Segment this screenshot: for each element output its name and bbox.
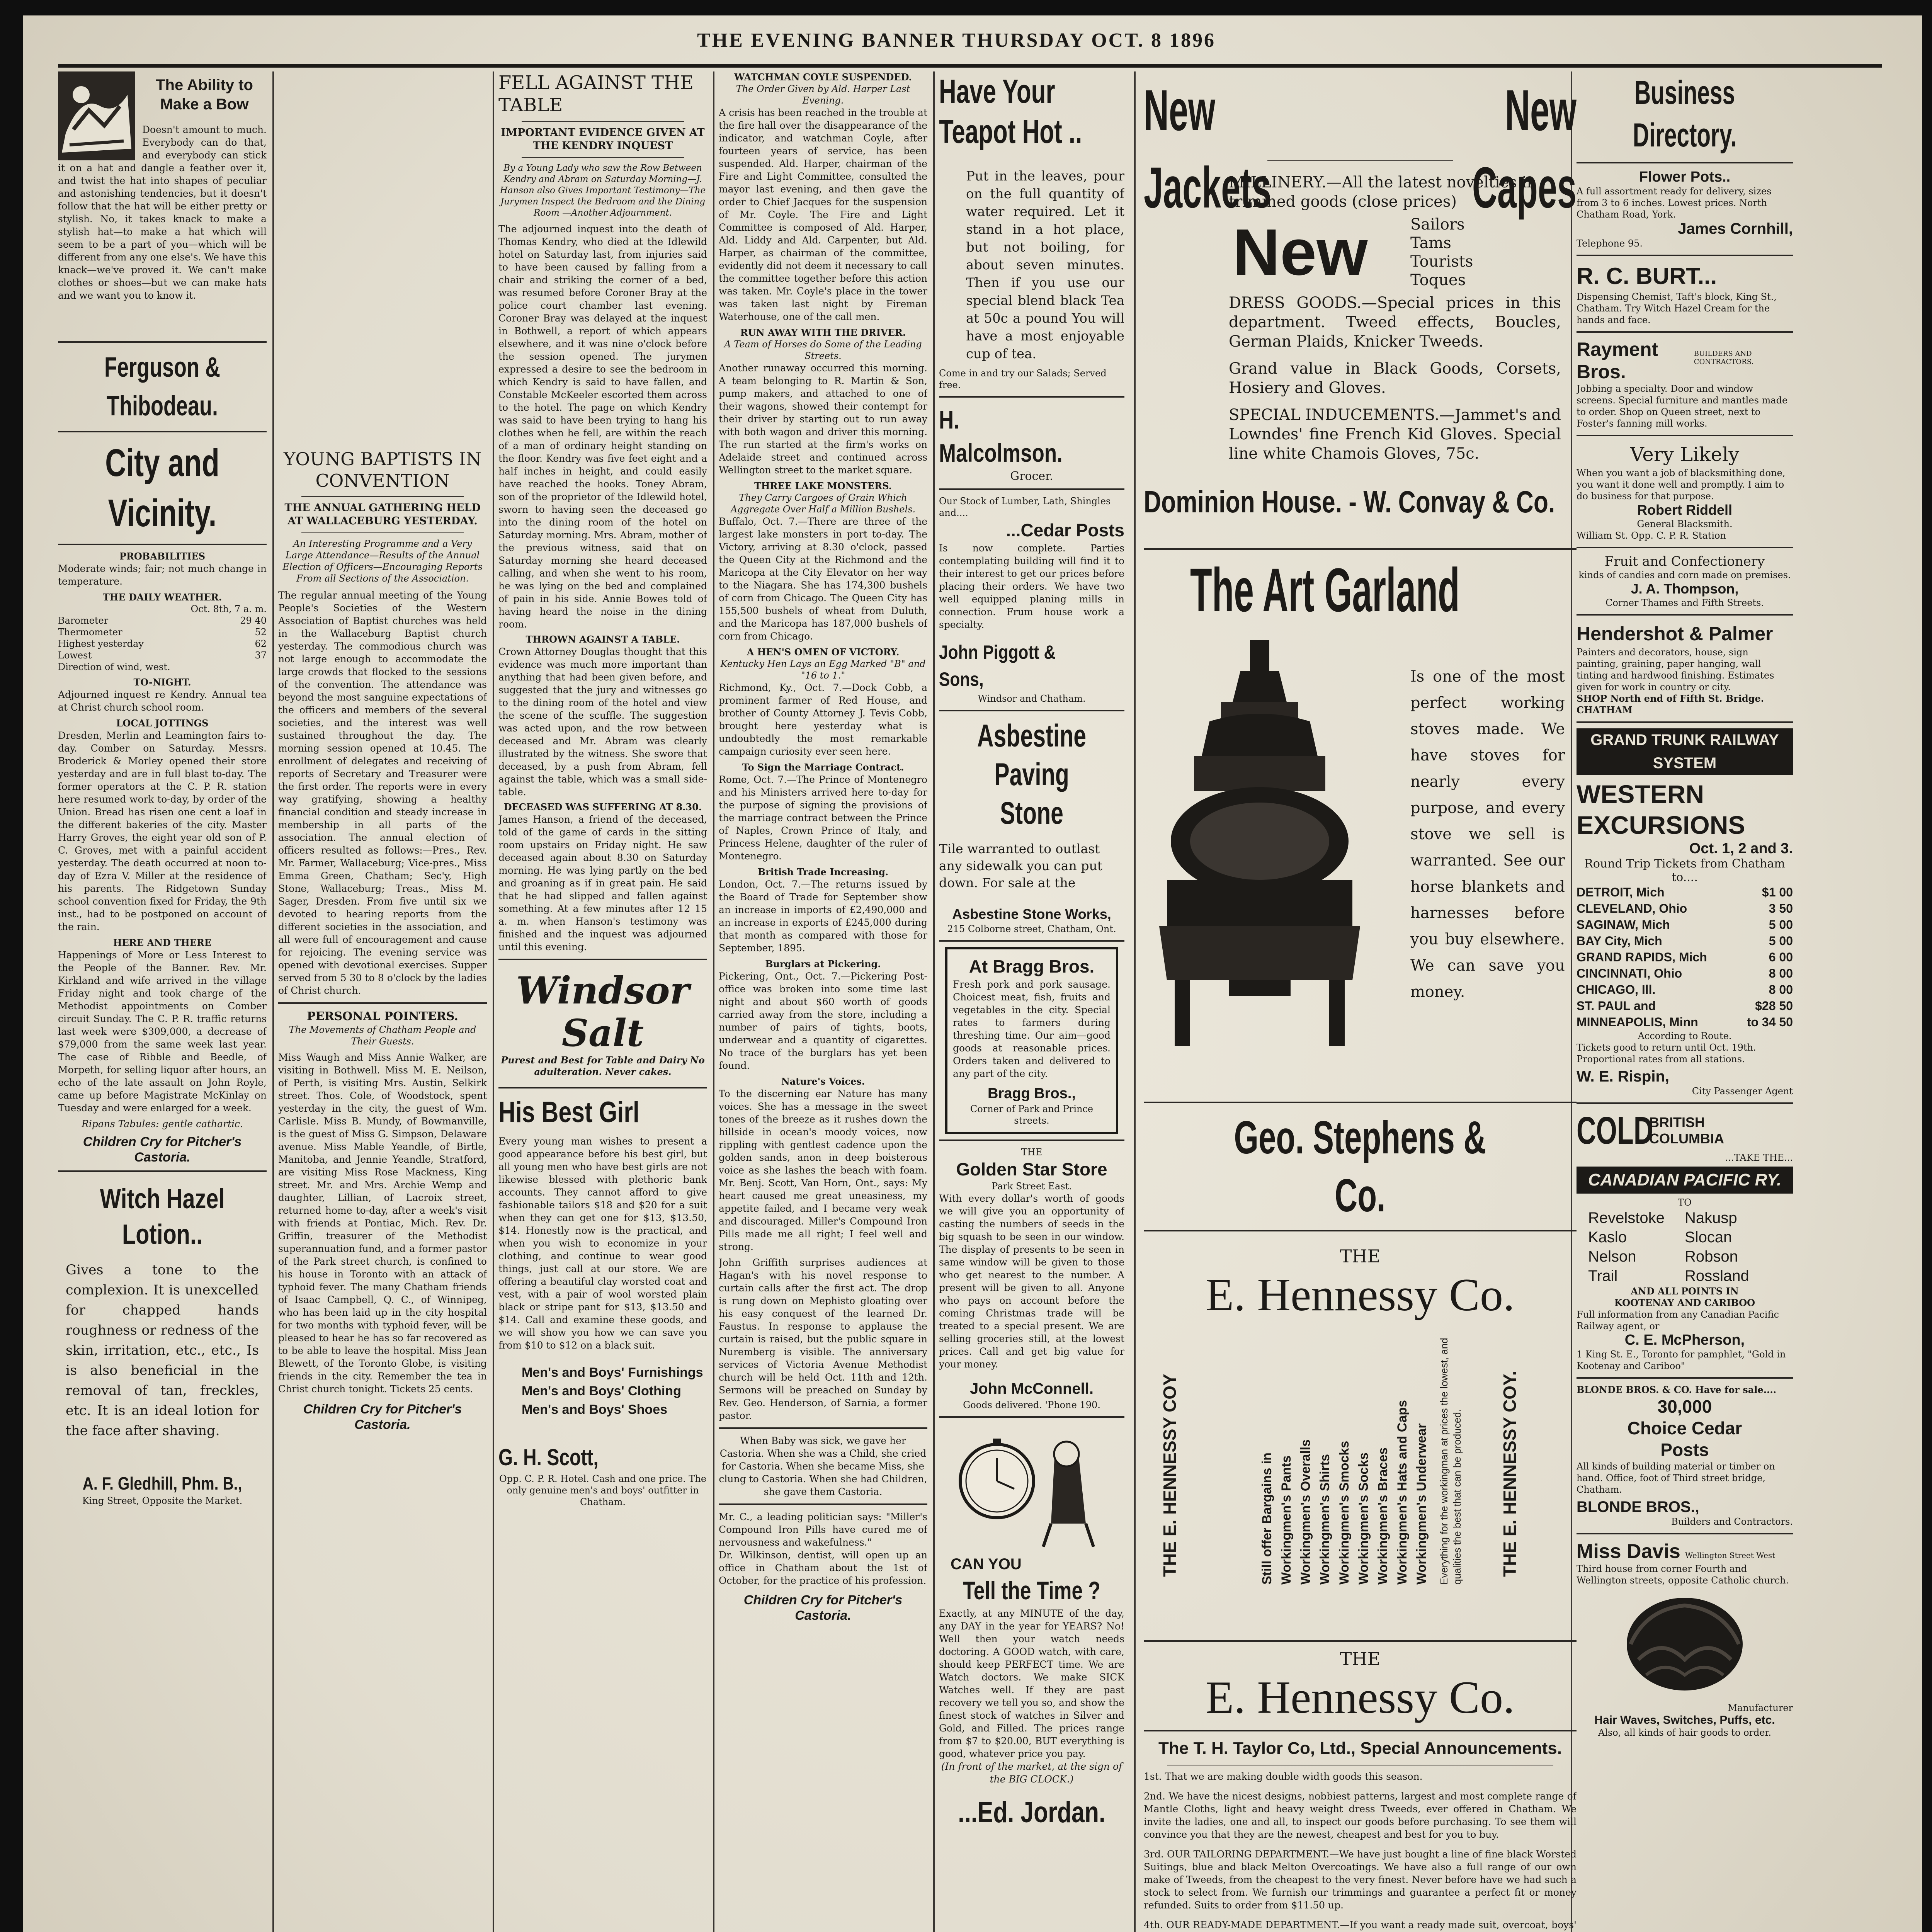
bragg-ad [945,947,1118,1134]
to-label: TO [1678,1197,1692,1208]
windsor-salt-logo: Windsor Salt [516,969,690,1055]
cold-row [1577,1109,1793,1152]
likely-text: When you want a job of blacksmithing done, you want it done well and promptly. I aim to do business for that purpose. [1577,468,1786,502]
grand-trunk-banner: GRAND TRUNK RAILWAY SYSTEM [1577,728,1793,775]
scott-name: G. H. Scott, [498,1444,599,1470]
dominion-house: Dominion House. - W. Convay & Co. [1144,485,1555,519]
hat-engraving [58,71,135,160]
column-rule [933,71,935,1932]
millinery-text: MILLINERY.—All the latest novelties in trimmed goods (close prices) [1229,173,1537,211]
column-7 [1577,71,1793,1932]
divider [1577,1533,1793,1534]
castoria-notice: Children Cry for Pitcher's Castoria. [743,1593,903,1623]
ripans-notice: Ripans Tabules: gentle cathartic. [82,1118,243,1129]
fare-row: CINCINNATI, Ohio 8 00 [1577,966,1793,980]
taylor-item: 1st. That we are making double width goods this season. [1144,1771,1423,1782]
divider [522,121,684,122]
scan-border-left [0,0,23,1932]
taylor-list [1144,1770,1577,1932]
divider [1577,162,1793,163]
suffering-text: James Hanson, a friend of the deceased, told of the game of cards in the sitting room upstairs on Friday night. He saw deceased again about 8.30 on Saturday morning. He was lying partly on the bed and groaning as if in great pain. He said that he had slipped and fallen against something. At a few minutes after 12 15 a. m. when Hanson's testimony was finished and the inquest was adjourned until this evening. [498,814,707,952]
personal-pointers-text: Miss Waugh and Miss Annie Walker, are visiting in Bothwell. Miss M. E. Neilson, of Perth, is visiting Mrs. Austin, Selkirk street. Thos. Cole, of Woodstock, spent yesterday in the city, the guest of Wm. Carlisle. Miss B. Mundy, of Bowmanville, is the guest of Miss G. Simpson, Delaware avenue. Miss Mable Yeandle, of Birtle, Manitoba, and Jennie Yeandle, Stratford, are visiting Miss Rose Mackness, King street. Mr. and Mrs. Archie Wemp and daughter, Lillian, of Lacroix street, returned home to-day, after a week's visit with friends at Pontiac, Mich. Rev. Dr. Griffin, treasurer of the Methodist superannuation fund, and a former pastor of the Park street church, is confined to his house in Toronto with an attack of typhoid fever. The many Chatham friends of Isaac Campbell, Q. C., of Winnipeg, who has been laid up in the city hospital for two months with typhoid fever, will be pleased to hear he has so far recovered as to be able to leave the hospital. Miss Jean Blewett, of the Toronto Globe, is visiting friends in the city. Remember the tea in Christ church tonight. Tickets 25 cents. [278,1052,487,1395]
witch-hazel-text: Gives a tone to the complexion. It is unexcelled for chapped hands roughness or redness of the skin, irritation, etc., etc., Is is also beneficial in the removal of tan, freckles, etc. It is an ideal lotion for the face after shaving. [66,1262,259,1439]
rayment-tag: BUILDERS AND CONTRACTORS. [1694,350,1754,366]
hennessy-item: Workingmen's Socks [1356,1452,1371,1585]
hennessy2-title: E. Hennessy Co. [1206,1672,1515,1723]
divider [939,940,1124,942]
tell-time-text: Exactly, at any MINUTE of the day, any DAY in the year for YEARS? No! Well then your watch needs doctoring. A GOOD watch, with care, should keep PERFECT time. We are Watch doctors. We make SICK Watches well. If they are past recovery we tell you so, and show the finest stock of watches in Silver and Gold, and Filled. The prices range from $7 to $20.00, BUT everything is good, whatever price you pay. [939,1608,1124,1759]
mcpherson-address: 1 King St. E., Toronto for pamphlet, "Gold in Kootenay and Cariboo" [1577,1349,1786,1371]
hendershot-text: Painters and decorators, house, sign painting, graining, paper hanging, wall tinting and hardwood finishing. Estimates given for work in country or city. [1577,647,1774,692]
fare-row: MINNEAPOLIS, Minn to 34 50 [1577,1015,1793,1029]
baby-castoria: When Baby was sick, we gave her Castoria. When she was a Child, she cried for Castoria. When she became Miss, she clung to Castoria. When she had Children, she gave them Castoria. [719,1435,927,1497]
asbestine-works: Asbestine Stone Works, [952,906,1111,922]
asbestine-address: 215 Colborne street, Chatham, Ont. [947,923,1116,934]
masthead-rule [58,64,1882,68]
omen-heading: A HEN'S OMEN OF VICTORY. [747,646,900,658]
stove-illustration [1151,640,1368,1058]
omen-deck: Kentucky Hen Lays an Egg Marked "B" and "16 to 1." [720,658,926,681]
bragg-text: Fresh pork and pork sausage. Choicest meat, fish, fruits and vegetables in the city. Special rates to farmers during threshing time. Our aim—good goods at reasonable prices. Orders taken and delivered to any part of the city. [953,979,1111,1079]
hennessy-item: Workingmen's Smocks [1337,1440,1352,1585]
witch-hazel-title: Witch Hazel Lotion.. [100,1184,225,1250]
can-you: CAN YOU [951,1556,1022,1573]
weather-row: Barometer 29 40 [58,615,267,626]
jottings-heading: LOCAL JOTTINGS [116,718,209,729]
divider [58,341,267,343]
suffering-heading: DECEASED WAS SUFFERING AT 8.30. [503,801,702,813]
tonight-text: Adjourned inquest re Kendry. Annual tea at Christ church school room. [58,689,267,713]
divider [1144,1640,1577,1642]
town: Kaslo [1588,1229,1627,1246]
hennessy-rotated-right: THE E. HENNESSY COY. [1500,1371,1520,1577]
masthead: THE EVENING BANNER THURSDAY OCT. 8 1896 [697,29,1216,51]
flower-text: A full assortment ready for delivery, sizes from 3 to 6 inches. Lowest prices. North Chatham Road, York. [1577,186,1772,220]
fare-row: CLEVELAND, Ohio 3 50 [1577,901,1793,915]
fruit-text: kinds of candies and corn made on premises. [1578,570,1791,580]
divider [939,488,1124,490]
probabilities-text: Moderate winds; fair; not much change in temperature. [58,563,267,587]
divider [1577,1377,1793,1379]
hair-waves-foot: Also, all kinds of hair goods to order. [1598,1727,1772,1738]
divider [719,1427,927,1429]
rispin-name: W. E. Rispin, [1577,1068,1670,1085]
davis-name: Miss Davis [1577,1540,1680,1563]
western-title: WESTERN EXCURSIONS [1577,780,1745,839]
hendershot-name: Hendershot & Palmer [1577,623,1773,645]
piggott-address: Windsor and Chatham. [978,693,1086,704]
griffith-text: John Griffith surprises audiences at Hagan's with his novel response to curtain calls after the first act. The drop is rung down on Mephisto gloating over his easy conquest of the learned Dr. Faustus. In response to applause the curtain is raised, but the public square in Nuremberg is visible. The anniversary services of Victoria Avenue Methodist church will be held Oct. 11th and 12th. Sermons will be preached on Sunday by Rev. Geo. Henderson, of Sarnia, a former pastor. [719,1257,927,1421]
weather-date: Oct. 8th, 7 a. m. [190,604,267,614]
mrc-notice: Mr. C., a leading politician says: "Miller's Compound Iron Pills have cured me of nervousness and wakefulness." [719,1511,927,1548]
new-list-item: Sailors [1410,216,1465,233]
stephens-name: Geo. Stephens & Co. [1234,1112,1486,1221]
city-heading: City and Vicinity. [105,441,219,535]
divider [1144,1230,1577,1231]
weather-row: Direction of wind, west. [58,662,170,672]
towns-grid [1577,1208,1793,1286]
fruit-heading: Fruit and Confectionery [1604,554,1765,569]
riddell-address: William St. Opp. C. P. R. Station [1577,530,1726,541]
asbestine-title: Asbestine Paving Stone [977,718,1087,831]
art-garland-title: The Art Garland [1190,555,1460,624]
fares-table [1577,884,1793,1030]
blonde-name: BLONDE BROS., [1577,1498,1699,1515]
scan-border-right [1922,0,1932,1932]
hennessy-note: Everything for the workingman at prices the lowest, and qualities the best that can be produced. [1438,1338,1463,1585]
divider [278,1002,487,1004]
new-list-item: Toques [1410,271,1466,289]
gledhill-name: A. F. Gledhill, Phm. B., [82,1473,242,1493]
thompson-name: J. A. Thompson, [1631,581,1739,597]
burglars-text: Pickering, Ont., Oct. 7.—Pickering Post-office was broken into some time last night and about $60 worth of goods carried away from the store, including a number of pairs of tights, boots, underwear and a quantity of cigarettes. No trace of the burglars has yet been found. [719,971,927,1071]
hennessy-item: Workingmen's Underwear [1414,1423,1429,1585]
bow-title: The Ability to Make a Bow [156,77,253,113]
davis-text: Third house from corner Fourth and Wellington streets, opposite Catholic church. [1577,1563,1789,1586]
column-rule [713,71,714,1932]
bow-text: Doesn't amount to much. Everybody can do that, and everybody can stick it on a hat and dangle a feather over it, and twist the hat into shapes of peculiar and astonishing tendencies, but it doesn't follow that the hat will be either pretty or stylish. No, it takes knack to make a stylish hat—to make a hat which will seem to be a part of you—which will be different from any one else's. We have this knack—we've proved it. We can't make clothes or shoes—but we can make hats and we want you to know it. [58,124,267,301]
taylor-heading: The T. H. Taylor Co, Ltd., Special Announcements. [1158,1739,1562,1758]
column-rule [493,71,494,1932]
runaway-text: Another runaway occurred this morning. A team belonging to R. Martin & Son, pump makers, and attached to one of their wagons, showed their contempt for their driver by starting out to run away with both wagon and driver this morning. The run started at the firm's works on Adelaide street and continued across Wellington street to the market square. [719,362,927,476]
hennessy2-the: THE [1340,1648,1381,1669]
divider [301,496,464,497]
golden-star-title: Golden Star Store [956,1159,1107,1179]
new-list [1410,215,1473,289]
voices-heading: Nature's Voices. [781,1076,865,1087]
probabilities-heading: PROBABILITIES [119,551,206,562]
jottings-text: Dresden, Merlin and Leamington fairs to-day. Comber on Saturday. Messrs. Broderick & Morley opened their store yesterday and are in full blast to-day. The former operators at the C. P. R. station here resumed work to-day, by order of the Union. Bread has risen one cent a loaf in the different bakeries of the city. Master Harry Groves, the eight year old son of P. C. Groves, met with a painful accident yesterday. The death occurred at noon to-day of Ezra V. Miller at the residence of his parents. The Ridgetown Sunday school convention fixed for Friday, the 9th inst., had to be postponed on account of the rain. [58,730,267,932]
fell-deck: By a Young Lady who saw the Row Between Kendry and Abram on Saturday Morning—J. Hanson also Gives Important Testimony—The Jurymen Inspect the Bedroom and the Dining Room —Another Adjournment. [500,163,706,218]
divider [498,959,707,960]
furnishings-item: Men's and Boys' Furnishings [522,1365,703,1380]
hendershot-shop: SHOP North end of Fifth St. Bridge. CHATHAM [1577,693,1764,716]
bragg-name: Bragg Bros., [987,1085,1076,1102]
gledhill-address: King Street, Opposite the Market. [82,1495,243,1506]
baptists-text: The regular annual meeting of the Young People's Societies of the Western Association of Baptist churches was held in the Wallaceburg Baptist church yesterday. The commodious church was not large enough to accommodate the large crowds that flocked to the sessions of the convention. The attendance was beyond the most sanguine expectations of the officers and members of the several societies, and the interest was well sustained throughout the day. The morning session opened at 10.45. The enrollment of delegates and receiving of reports of Secretary and Treasurer were the first order. The reports were in every way gratifying, showing a healthy financial condition and steady increase in membership in all parts of the association. The annual election of officers resulted as follows:—Pres., Rev. Mr. Farmer, Wallaceburg; Vice-pres., Miss Emma Green, Chatham; Sec'y, High Stone, Wallaceburg; Treas., Miss M. Sager, Dresden. From five until six we devoted to hearing reports from the different societies in the association, and all were full of encouragement and cause for rejoicing. The evening service was opened with devotional exercises. Supper served from 5 30 to 8 o'clock by the ladies of Christ church. [278,590,487,996]
hair-illustration [1577,1586,1793,1702]
cold-heading: COLD [1577,1109,1653,1152]
fell-title-1 [498,71,707,116]
trade-heading: British Trade Increasing. [757,866,889,878]
art-garland-ad [1144,555,1577,1096]
divider [939,1139,1124,1141]
fare-row: ST. PAUL and $28 50 [1577,999,1793,1013]
art-garland-text: Is one of the most perfect working stoves made. We have stoves for nearly every purpose, and every stove we sell is warranted. See our horse blankets and harnesses before you buy elsewhere. We can save you money. [1410,668,1565,1001]
best-girl-text: Every young man wishes to present a good appearance before his best girl, but all young men who have best girls are not likewise blessed with plethoric bank accounts. They cannot afford to give fashionable tailors $18 and $20 for a suit when they can get one for $13, $13.50, $14. Honestly now is the practical, and when you wish to economize in your clothing, and continue to wear good things, just call at our store. We are offering a beautiful clay worsted coat and vest, with a pair of wool worsted plain black or stripe pant for $13, $13.50 and $14. Call and examine these goods, and we will show you how we can save you from $10 to $12 on a black suit. [498,1136,707,1351]
baptists-subtitle: THE ANNUAL GATHERING HELD AT WALLACEBURG YESTERDAY. [284,502,481,527]
divider [1577,1102,1793,1104]
column-2 [278,448,487,1932]
watchman-heading: WATCHMAN COYLE SUSPENDED. [734,71,912,83]
divider [1577,331,1793,333]
mcpherson-name: C. E. McPherson, [1624,1332,1745,1348]
golden-star-the: THE [1021,1147,1043,1158]
cedar-choice-text: All kinds of building material or timber on hand. Office, foot of Third street bridge, Chatham. [1577,1461,1775,1495]
divider [1577,614,1793,616]
personal-pointers-deck: The Movements of Chatham People and Their Guests. [289,1024,476,1047]
furnishings-item: Men's and Boys' Shoes [522,1402,668,1417]
cpr-info: Full information from any Canadian Pacific Railway agent, or [1577,1309,1779,1332]
cpr-banner: CANADIAN PACIFIC RY. [1577,1167,1793,1194]
rayment-text: Jobbing a specialty. Door and window screens. Special furniture and mantles made to order. Shop on Queen street, next to Foster's fanning mill works. [1577,383,1788,429]
monsters-heading: THREE LAKE MONSTERS. [754,480,892,492]
riddell-role: General Blacksmith. [1637,519,1733,529]
clock-icon [939,1423,1124,1554]
rispin-role: City Passenger Agent [1692,1086,1793,1097]
divider [1267,160,1453,161]
column-rule [1134,71,1136,1932]
hennessy-item: Workingmen's Pants [1279,1455,1294,1585]
new-list-item: Tams [1410,234,1451,252]
directory-title: Business Directory. [1633,74,1737,154]
hennessy-item: Workingmen's Shirts [1318,1454,1332,1585]
bc-heading: BRITISH COLUMBIA [1649,1114,1724,1146]
fare-row: DETROIT, Mich $1 00 [1577,885,1793,899]
taylor-item: 2nd. We have the nicest designs, nobbiest patterns, largest and most complete range of Mantle Cloths, light and heavy weight dress Tweeds, ever offered in Chatham. We invite the ladies, one and all, to inspect our goods before purchasing. To see them will convince you that they are the newest, cheapest and best for you to buy. [1144,1791,1577,1840]
riddell-name: Robert Riddell [1637,502,1732,518]
dress-goods-text: DRESS GOODS.—Special prices in this department. Tweed effects, Boucles, German Plaids, Knicker Tweeds. [1229,294,1561,350]
hennessy-item: Workingmen's Hats and Caps [1395,1400,1410,1585]
hennessy-title: E. Hennessy Co. [1206,1269,1515,1320]
blonde-sale: BLONDE BROS. & CO. Have for sale.... [1577,1384,1777,1395]
rayment-row [1577,338,1793,383]
weather-row: Lowest 37 [58,650,267,661]
divider [301,532,464,533]
best-girl-title: His Best Girl [498,1096,639,1129]
take-the: ...TAKE THE... [1725,1152,1793,1163]
golden-star-text: With every dollar's worth of goods we will give you an opportunity of casting the numbers of seeds in the big squash to be seen in our window. The display of presents to be seen in same window will be given to those who get nearest to the number. A present will be given to all. Anyone who pays on account before the coming Christmas trade will be treated to a special present. We are selling groceries still, at the lowest prices. Call and get big value for your money. [939,1193,1124,1370]
burt-name: R. C. BURT... [1577,263,1717,289]
castoria-notice: Children Cry for Pitcher's Castoria. [303,1402,462,1432]
mcconnell-address: Goods delivered. 'Phone 190. [963,1400,1100,1410]
new-capes: New Capes [1472,78,1577,220]
fell-title: FELL AGAINST THE TABLE [498,72,694,116]
dominion-ad [1144,71,1577,543]
bragg-title: At Bragg Bros. [969,956,1095,976]
runaway-deck: A Team of Horses do Some of the Leading Streets. [724,339,922,361]
hennessy-rotated-left: THE E. HENNESSY COY [1160,1374,1180,1577]
town: Robson [1685,1248,1738,1265]
lumber-heading: Our Stock of Lumber, Lath, Shingles and.... [939,496,1111,518]
hennessy-bargains: Still offer Bargains in [1260,1452,1274,1585]
tell-time-title: Tell the Time ? [963,1576,1100,1605]
town: Nakusp [1685,1209,1737,1226]
trade-text: London, Oct. 7.—The returns issued by the Board of Trade for September show an increase in imports of £2,490,000 and an increase in exports of £245,000 during that month as compared with those for September, 1895. [719,879,927,954]
town: Slocan [1685,1229,1732,1246]
new-heading: New [1233,216,1368,289]
weather-row: Thermometer 52 [58,627,267,638]
malcolmson-name: H. Malcolmson. [939,405,1063,467]
furnishings-list [522,1363,707,1419]
divider [1577,435,1793,436]
teapot-foot: Come in and try our Salads; Served free. [939,368,1107,390]
divider [1144,1102,1577,1103]
hennessy-item: Workingmen's Overalls [1298,1439,1313,1585]
column-6 [1144,71,1577,1932]
windsor-salt-ad [498,966,707,1082]
new-jackets: New Jackets [1144,78,1272,220]
weather-row: Highest yesterday 62 [58,638,267,649]
town: Trail [1588,1267,1618,1284]
manufacturer-label: Manufacturer [1728,1702,1793,1713]
watchman-text: A crisis has been reached in the trouble at the fire hall over the disappearance of the indicator, and watchman Coyle, after fourteen years of service, has been suspended. Ald. Harper, chairman of the Fire and Light Committee, consulted the mayor last evening, and then gave the order to Chief Jacques for the suspension of Mr. Coyle. The Fire and Light Committee is composed of Ald. Harper, Ald. Liddy and Ald. Carpenter, but Ald. Harper, as chairman of the committee, evidently did not deem it necessary to call the committee together before this action was taken. Mr. Coyle's place in the tower was taken last night by Fireman Waterhouse, one of the call men. [719,107,927,322]
divider [58,431,267,432]
kootenay: KOOTENAY AND CARIBOO [1614,1297,1755,1308]
scott-address: Opp. C. P. R. Hotel. Cash and one price. The only genuine men's and boys' outfitter in Chatham. [499,1473,707,1507]
weather-table [58,615,267,673]
town: Rossland [1685,1267,1749,1284]
special-inducements-text: SPECIAL INDUCEMENTS.—Jammet's and Lowndes' fine French Kid Gloves. Special line white Chamois Gloves, 75c. [1229,406,1561,463]
mcconnell-name: John McConnell. [970,1380,1094,1397]
all-points: AND ALL POINTS IN [1631,1286,1739,1297]
malcolmson-role: Grocer. [1010,469,1053,483]
divider [58,1170,267,1172]
hair-waves-text: Hair Waves, Switches, Puffs, etc. [1594,1714,1775,1726]
monsters-text: Buffalo, Oct. 7.—There are three of the largest lake monsters in port to-day. The Victory, arriving at 8.30 o'clock, passed the Queen City at the Richmond and the Maricopa at the City Elevator on her way to the Niagara. She has 174,300 bushels of corn from Chicago. The Queen City has 155,500 bushels of wheat from Duluth, and the Maricopa has 187,000 bushels of corn from Chicago. [719,516,927,642]
teapot-text: Put in the leaves, pour on the full quantity of water required. Let it stand in a hot place, but not boiling, for about seven minutes. Then if you use our special blend black Tea at 50c a pound You will have a most enjoyable cup of tea. [966,168,1124,362]
column-1 [58,71,267,1932]
column-3 [498,71,707,1932]
town: Revelstoke [1588,1209,1665,1226]
witch-hazel-ad [58,1177,267,1510]
hair-wave-icon [1577,1586,1793,1702]
baptists-title: YOUNG BAPTISTS IN CONVENTION [283,449,482,491]
voices-text: To the discerning ear Nature has many voices. She has a message in the sweet tones of the breeze as it rushes down the hillside in ocean's moody voices, now rippling with gentlest cadence upon the golden sands, anon in deep boisterous voice as she lashes the beach with foam. Mr. Benj. Scott, Van Horn, Ont., says: My heart caused me great uneasiness, my appetite failed, and I became very weak and discouraged. Miller's Compound Iron Pills made me all right; I feel well and strong. [719,1088,927,1252]
divider [939,710,1124,711]
stove-icon [1151,640,1368,1058]
wilkinson-notice: Dr. Wilkinson, dentist, will open up an office in Chatham about the 1st of October, for the practice of his profession. [719,1549,927,1586]
here-there-text: Happenings of More or Less Interest to the People of the Banner. Rev. Mr. Kirkland and wife arrived in the village Friday night and took charge of the Methodist appointments on Comber circuit Sunday. The C. P. R. traffic returns last week were $309,000, a decrease of $79,000 from the same week last year. The case of Ribble and Beedle, of Morpeth, for selling liquor after hours, an echo of the late assault on John Royle, came up before Magistrate McKinlay on Tuesday and were enlarged for a week. [58,949,267,1114]
divider [1577,721,1793,723]
fare-row: GRAND RAPIDS, Mich 6 00 [1577,950,1793,964]
bragg-address: Corner of Park and Prince streets. [970,1104,1094,1126]
divider [1577,255,1793,256]
here-there-heading: HERE AND THERE [113,937,212,948]
cedar-choice: 30,000 Choice Cedar Posts [1627,1396,1742,1460]
davis-row [1577,1540,1793,1563]
watchman-deck: The Order Given by Ald. Harper Last Evening. [736,83,910,106]
fare-row: SAGINAW, Mich 5 00 [1577,918,1793,932]
column-rule [272,71,274,1932]
flower-heading: Flower Pots.. [1639,169,1731,185]
divider [1144,548,1577,550]
taylor-item: 3rd. OUR TAILORING DEPARTMENT.—We have just bought a line of fine black Worsted Suitings, blue and black Melton Overcoatings. We have also a full range of our own make of Tweeds, from the cheapest to the very finest. Never before have we had such a stock to select from. We furnish our trimmings and guarantee a perfect fit or money refunded. Suits to order from $11.50 up. [1144,1849,1577,1911]
route-note: According to Route. [1638,1031,1732,1041]
weather-heading: THE DAILY WEATHER. [102,592,222,603]
rayment-name: Rayment Bros. [1577,338,1658,383]
golden-star-address: Park Street East. [992,1181,1072,1192]
thompson-address: Corner Thames and Fifth Streets. [1605,597,1764,608]
monsters-deck: They Carry Cargoes of Grain Which Aggregate Over Half a Million Bushels. [730,492,916,515]
tonight-heading: TO-NIGHT. [133,677,191,688]
cornhill-tel: Telephone 95. [1577,238,1643,249]
marriage-text: Rome, Oct. 7.—The Prince of Montenegro and his Ministers arrived here to-day for the purpose of signing the provisions of the marriage contract between the Prince of Naples, Crown Prince of Italy, and Princess Helene, daughter of the ruler of Montenegro. [719,774,927,862]
castoria-notice: Children Cry for Pitcher's Castoria. [83,1134,242,1165]
clock-illustration [939,1423,1124,1554]
grand-value-text: Grand value in Black Goods, Corsets, Hosiery and Gloves. [1229,360,1561,397]
divider [1577,547,1793,548]
davis-address: Wellington Street West [1685,1551,1776,1560]
ferguson-heading: Ferguson & Thibodeau. [104,352,220,422]
scan-border-top [0,0,1932,15]
taylor-item: 4th. OUR READY-MADE DEPARTMENT.—If you want a ready made suit, overcoat, boys' [1144,1919,1577,1930]
round-trip: Round Trip Tickets from Chatham to.... [1584,857,1785,884]
bow-ad [58,71,267,334]
tickets-good: Tickets good to return until Oct. 19th. Proportional rates from all stations. [1577,1042,1756,1065]
column-4 [719,71,927,1932]
fell-subtitle: IMPORTANT EVIDENCE GIVEN AT THE KENDRY INQUEST [501,127,705,152]
blonde-role: Builders and Contractors. [1671,1516,1793,1527]
divider [522,157,684,158]
new-list-item: Tourists [1410,253,1473,270]
new-block [1144,215,1577,289]
hennessy-ad [1144,1237,1577,1635]
divider [58,544,267,545]
baptists-deck: An Interesting Programme and a Very Large Attendance—Results of the Annual Election of Officers—Encouraging Reports From all Sections of the Association. [282,538,483,584]
fell-text: The adjourned inquest into the death of Thomas Kendry, who died at the Idlewild hotel on Saturday last, from injuries said to have been caused by falling from a chair and striking the corner of a bed, was resumed before Coroner Bray at the police court chamber last evening. Coroner Bray was delayed at the inquest in Bothwell, a report of which appears elsewhere, and it was nine o'clock before the session opened. The jurymen expressed a desire to see the bedroom in which Kendry is said to have fallen, and Constable McKeeler escorted them across to the hotel. The page on which Kendry was said to have been trying to hang his clothes when he fell, are within the reach of a man of ordinary height standing on the floor. Kendry was five feet eight and a half inches in height, and could easily have reached the hooks. Toney Abram, son of the proprietor of the Idlewild hotel, sworn to having seen the deceased go into the dining room of the hotel on Saturday morning. Mrs. Abram, mother of the previous witness, said that on Saturday morning she heard deceased calling, and when she went to his room, he was lying on the bed and complained of pain in his side. Annie Bowes told of having heard the noise in the dining room. [498,223,707,630]
personal-pointers-heading: PERSONAL POINTERS. [307,1010,458,1023]
tell-time-foot: (In front of the market, at the sign of the BIG CLOCK.) [941,1761,1122,1785]
divider [719,1503,927,1505]
hennessy-the: THE [1340,1246,1381,1267]
likely-heading: Very Likely [1630,443,1740,466]
fare-row: BAY City, Mich 5 00 [1577,934,1793,948]
furnishings-item: Men's and Boys' Clothing [522,1384,681,1398]
burglars-heading: Burglars at Pickering. [765,958,881,969]
thrown-heading: THROWN AGAINST A TABLE. [526,634,680,645]
thrown-text: Crown Attorney Douglas thought that this evidence was much more important than anything that had been given before, and suggested that the jury and witnesses go to the dining room of the hotel and view the scene of the scuffle. The suggestion was acted upon, and the row between deceased and Mr. Abram was clearly illustrated by the witness. She swore that deceased, by a push from Abram, fell against the table, which was a small side-table. [498,646,707,798]
divider [939,1416,1124,1418]
windsor-salt-text: Purest and Best for Table and Dairy No adulteration. Never cakes. [501,1054,705,1077]
divider [498,1087,707,1088]
teapot-title: Have Your Teapot Hot .. [939,73,1082,150]
burt-text: Dispensing Chemist, Taft's block, King St., Chatham. Try Witch Hazel Cream for the hands and face. [1577,291,1777,325]
piggott-name: John Piggott & Sons, [939,641,1056,690]
town: Nelson [1588,1248,1636,1265]
omen-text: Richmond, Ky., Oct. 7.—Dock Cobb, a prominent farmer of Red House, and brother of County Attorney J. Tevis Cobb, brought here yesterday what is undoubtedly the most remarkable campaign curiosity ever seen here. [719,682,927,757]
runaway-heading: RUN AWAY WITH THE DRIVER. [740,327,906,338]
divider [1144,1730,1577,1731]
divider [939,396,1124,398]
cornhill-name: James Cornhill, [1678,220,1793,237]
marriage-heading: To Sign the Marriage Contract. [742,762,904,773]
jordan-name: ...Ed. Jordan. [958,1796,1105,1829]
fare-row: CHICAGO, Ill. 8 00 [1577,983,1793,997]
oct-dates: Oct. 1, 2 and 3. [1689,840,1793,857]
hennessy-item: Workingmen's Braces [1376,1447,1390,1585]
cedar-posts-heading: ...Cedar Posts [1006,520,1124,540]
asbestine-text: Tile warranted to outlast any sidewalk you can put down. For sale at the [939,841,1102,890]
column-5 [939,71,1124,1932]
cedar-posts-text: Is now complete. Parties contemplating building will find it to their interest to get our prices before placing their orders. We have two well equipped planing mills in connection. Frum house work a specialty. [939,543,1124,630]
